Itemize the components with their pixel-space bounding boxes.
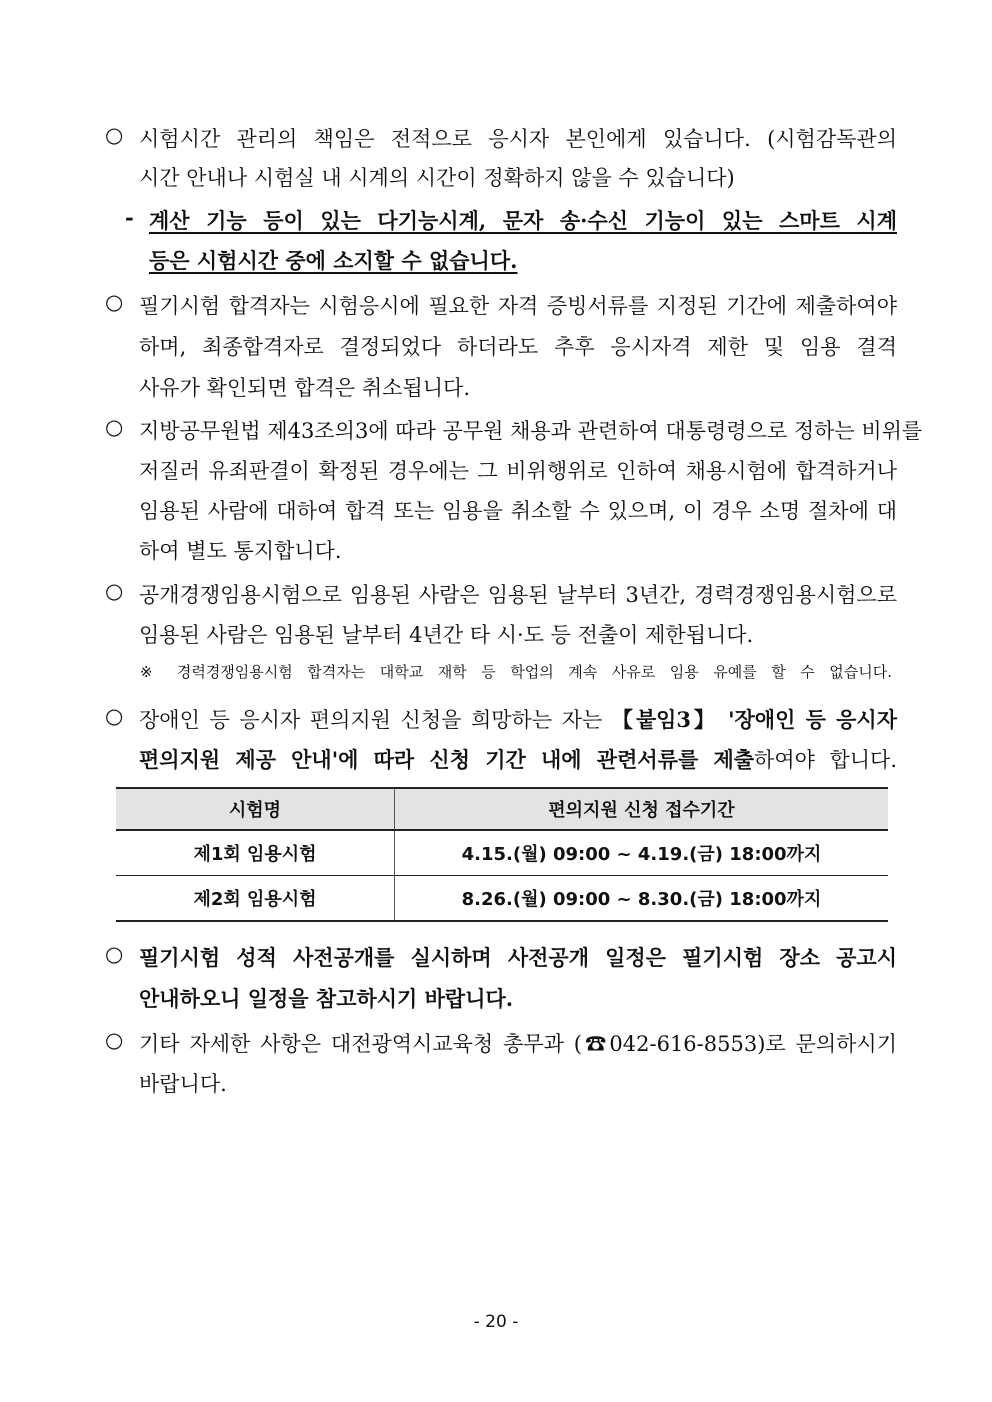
page-number: - 20 - <box>473 1312 519 1332</box>
bullet-icon: ○ <box>105 1028 124 1052</box>
text-line: 공개경쟁임용시험으로 임용된 사람은 임용된 날부터 3년간, 경력경쟁임용시험으로 <box>139 583 897 607</box>
text-line: 하여 별도 통지합니다. <box>139 539 342 563</box>
table-row <box>116 876 888 922</box>
text-plain: 기타 자세한 사항은 대전광역시교육청 총무과 ( <box>139 1032 582 1056</box>
text-line: 필기시험 합격자는 시험응시에 필요한 자격 증빙서류를 지정된 기간에 제출하여야 <box>139 294 897 318</box>
phone-icon: ☎ <box>582 1032 610 1056</box>
table-cell-exam: 제2회 임용시험 <box>116 876 395 922</box>
text-line: 임용된 사람은 임용된 날부터 4년간 타 시·도 등 전출이 제한됩니다. <box>139 623 754 647</box>
text-line: 시험시간 관리의 책임은 전적으로 응시자 본인에게 있습니다. (시험감독관의 <box>139 127 897 151</box>
bullet-icon: ○ <box>105 290 124 314</box>
note-deferral: ※ 경력경쟁임용시험 합격자는 대학교 재학 등 학업의 계속 사유로 임용 유예를 할 수 없습니다. <box>140 663 892 681</box>
bullet-icon: ○ <box>105 579 124 603</box>
table-cell-period: 4.15.(월) 09:00 ~ 4.19.(금) 18:00까지 <box>395 830 889 876</box>
text-line: 바랍니다. <box>139 1072 227 1096</box>
text-plain: 042-616-8553)로 문의하시기 <box>609 1032 897 1056</box>
text-plain: 장애인 등 응시자 편의지원 신청을 희망하는 자는 <box>139 708 612 732</box>
column-header-period: 편의지원 신청 접수기간 <box>395 788 889 830</box>
text-line <box>139 744 897 774</box>
text-line: 임용된 사람에 대하여 합격 또는 임용을 취소할 수 있으며, 이 경우 소명 절차에 대 <box>139 499 897 523</box>
table-cell-period: 8.26.(월) 09:00 ~ 8.30.(금) 18:00까지 <box>395 876 889 922</box>
text-line: 필기시험 성적 사전공개를 실시하며 사전공개 일정은 필기시험 장소 공고시 <box>139 945 897 970</box>
text-line: 저질러 유죄판결이 확정된 경우에는 그 비위행위로 인하여 채용시험에 합격하거나 <box>139 459 897 483</box>
table-cell-exam: 제1회 임용시험 <box>116 830 395 876</box>
text-bold: 【붙임3】 '장애인 등 응시자 <box>611 707 897 732</box>
text-line: 등은 시험시간 중에 소지할 수 없습니다. <box>149 248 518 273</box>
bullet-icon: ○ <box>105 415 124 439</box>
text-line <box>139 704 897 734</box>
text-line: 안내하오니 일정을 참고하시기 바랍니다. <box>139 986 514 1011</box>
table-header-row <box>116 788 888 830</box>
text-line: 지방공무원법 제43조의3에 따라 공무원 채용과 관련하여 대통령령으로 정하는 비위를 <box>139 419 923 443</box>
accommodation-schedule-table <box>116 787 888 922</box>
bullet-icon: ○ <box>105 123 124 147</box>
text-line: 하며, 최종합격자로 결정되었다 하더라도 추후 응시자격 제한 및 임용 결격 <box>139 335 897 359</box>
column-header-exam: 시험명 <box>116 788 395 830</box>
text-line <box>139 1028 897 1058</box>
text-line: 계산 기능 등이 있는 다기능시계, 문자 송·수신 기능이 있는 스마트 시계 <box>149 208 897 233</box>
table-row <box>116 830 888 876</box>
text-plain: 하여야 합니다. <box>754 748 898 772</box>
text-line: 사유가 확인되면 합격은 취소됩니다. <box>139 376 470 400</box>
text-bold: 편의지원 제공 안내'에 따라 신청 기간 내에 관련서류를 제출 <box>139 747 755 772</box>
text-line: 시간 안내나 시험실 내 시계의 시간이 정확하지 않을 수 있습니다) <box>139 166 735 190</box>
dash-marker: - <box>125 205 134 230</box>
bullet-icon: ○ <box>105 942 124 966</box>
bullet-icon: ○ <box>105 704 124 728</box>
